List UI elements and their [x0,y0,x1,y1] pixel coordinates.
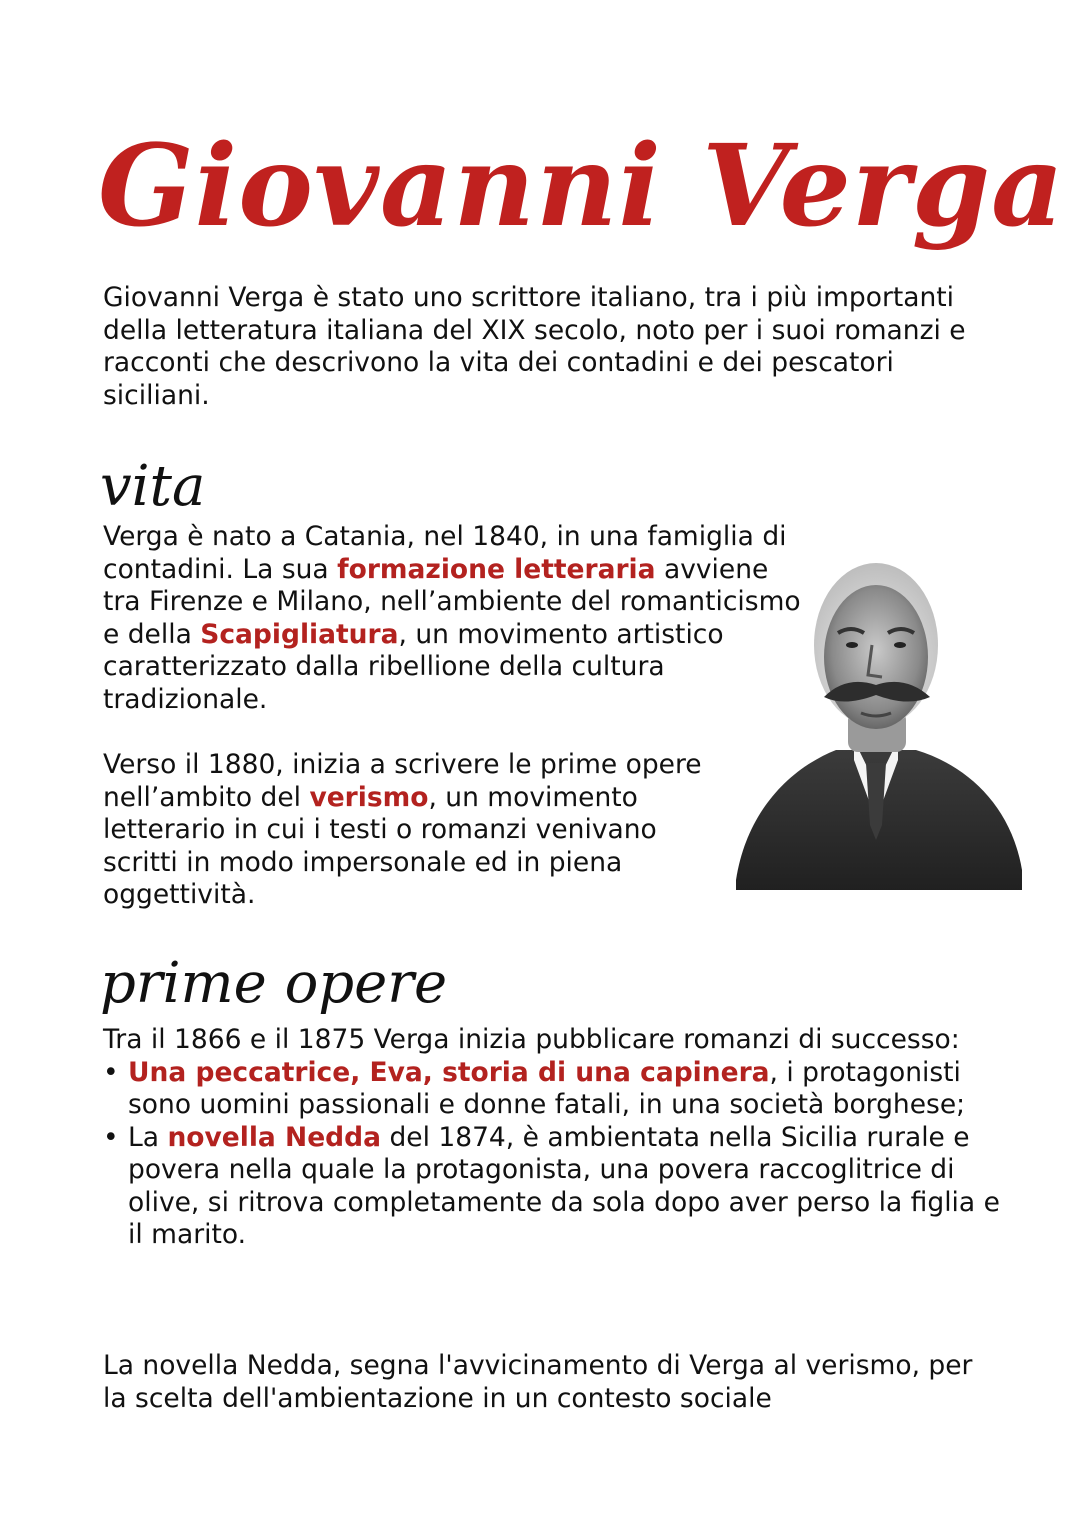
outro-paragraph: La novella Nedda, segna l'avvicinamento di Verga al verismo, per la scelta dell'ambientazione in un contesto sociale [103,1350,973,1414]
prime-opere-section [103,1024,1003,1252]
list-item-text: , i protagonisti sono uomini passionali e donne fatali, in una società borghese; [128,1056,966,1120]
prime-opere-heading: prime opere [100,951,448,1016]
list-item [103,1057,1003,1122]
vita-text: , un movimento letterario in cui i testi o romanzi venivano scritti in modo impersonale ed in piena oggettività. [103,781,657,910]
highlight-novella-nedda: novella Nedda [167,1121,382,1153]
highlight-scapigliatura: Scapigliatura [200,618,399,650]
intro-paragraph: Giovanni Verga è stato uno scrittore italiano, tra i più importanti della letteratura italiana del XIX secolo, noto per i suoi romanzi e racconti che descrivono la vita dei contadini e dei pescatori siciliani. [103,282,966,411]
vita-text: avviene tra Firenze e Milano, nell’ambiente del romanticismo e della [103,553,801,650]
portrait-photo [726,535,1026,895]
vita-text: Verso il 1880, inizia a scrivere le prime opere nell’ambito del [103,749,702,813]
highlight-formazione-letteraria: formazione letteraria [337,553,656,585]
list-item [103,1122,1003,1252]
page-title: Giovanni Verga [98,121,1065,252]
vita-paragraph-1 [103,521,803,716]
highlight-una-peccatrice: Una peccatrice, Eva, storia di una capinera [128,1056,770,1088]
vita-text: , un movimento artistico caratterizzato dalla ribellione della cultura tradizionale. [103,618,724,715]
list-item-text: del 1874, è ambientata nella Sicilia rurale e povera nella quale la protagonista, una povera raccoglitrice di olive, si ritrova completamente da sola dopo aver perso la figlia e il marito. [128,1121,1000,1250]
prime-opere-lead: Tra il 1866 e il 1875 Verga inizia pubblicare romanzi di successo: [103,1024,960,1055]
vita-text: Verga è nato a Catania, nel 1840, in una famiglia di contadini. La sua [103,521,787,585]
vita-paragraph-2 [103,749,703,912]
opere-list [103,1057,1003,1252]
highlight-verismo: verismo [309,781,429,813]
list-item-text: La [128,1121,168,1153]
vita-heading: vita [100,454,206,519]
